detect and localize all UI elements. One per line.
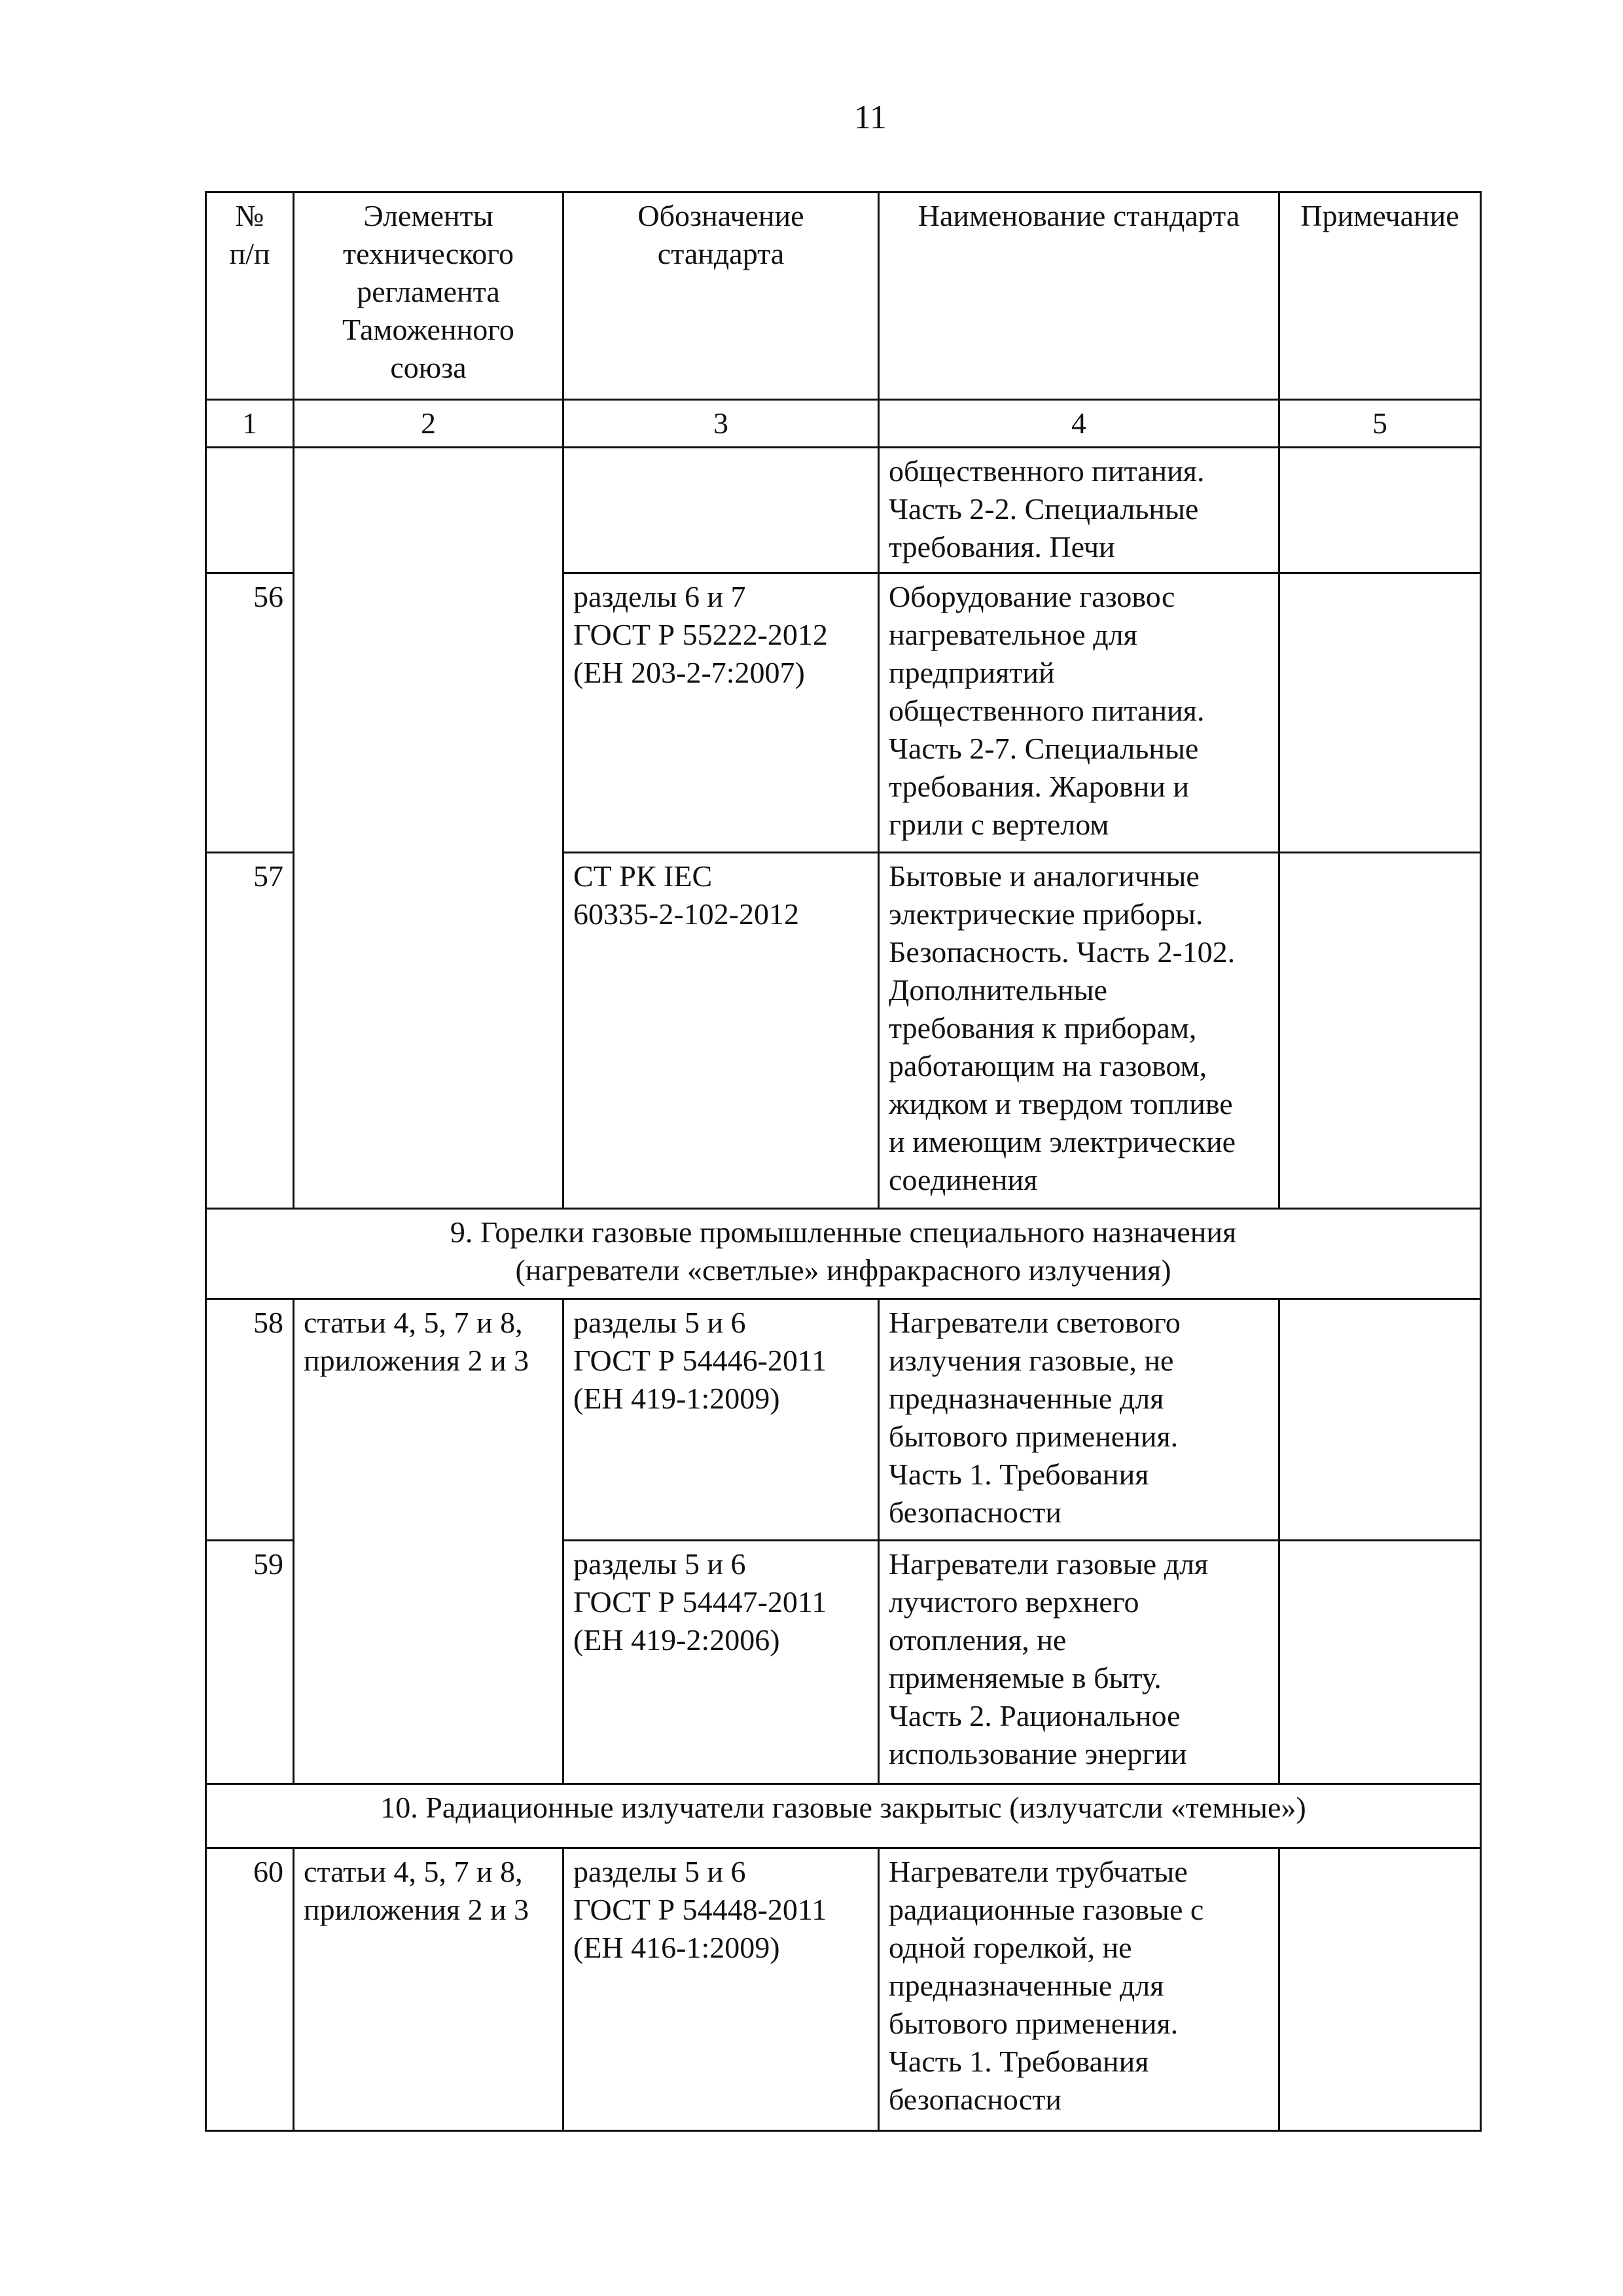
standard-name-cell: Бытовые и аналогичные электрические приборы. Безопасность. Часть 2-102. Дополнительные требования к приборам, работающим на газовом, жидком и твердом топливе и имеющим электрические соединения	[879, 853, 1279, 1209]
table-row	[206, 1848, 1481, 2131]
standard-designation-cell: разделы 5 и 6 ГОСТ Р 54448-2011 (ЕН 416-1:2009)	[563, 1848, 879, 2131]
row-number-cell: 60	[206, 1848, 294, 2131]
standards-table	[205, 191, 1482, 2132]
note-cell	[1279, 853, 1481, 1209]
header-note: Примечание	[1279, 192, 1481, 400]
standard-name-cell: Нагреватели газовые для лучистого верхнего отопления, не применяемые в быту. Часть 2. Рациональное использование энергии	[879, 1541, 1279, 1784]
standard-name-cell: общественного питания. Часть 2-2. Специальные требования. Печи	[879, 448, 1279, 573]
table-row	[206, 1299, 1481, 1541]
page-number: 11	[853, 99, 887, 136]
row-number-cell: 56	[206, 573, 294, 853]
section-heading: 10. Радиационные излучатели газовые закрытыс (излучатсли «темные»)	[206, 1784, 1481, 1848]
standard-name-cell: Нагреватели трубчатые радиационные газовые с одной горелкой, не предназначенные для бытового применения. Часть 1. Требования безопасности	[879, 1848, 1279, 2131]
standard-name-cell: Нагреватели светового излучения газовые, не предназначенные для бытового применения. Часть 1. Требования безопасности	[879, 1299, 1279, 1541]
regulation-elements-cell: статьи 4, 5, 7 и 8, приложения 2 и 3	[294, 1299, 563, 1784]
note-cell	[1279, 1299, 1481, 1541]
header-standard-designation: Обозначение стандарта	[563, 192, 879, 400]
table-row	[206, 448, 1481, 573]
row-number-cell: 58	[206, 1299, 294, 1541]
table-header-row	[206, 192, 1481, 400]
section-heading-row	[206, 1784, 1481, 1848]
column-number: 2	[294, 400, 563, 448]
note-cell	[1279, 448, 1481, 573]
standard-designation-cell: разделы 5 и 6 ГОСТ Р 54446-2011 (ЕН 419-1:2009)	[563, 1299, 879, 1541]
row-number-cell: 59	[206, 1541, 294, 1784]
header-standard-name: Наименование стандарта	[879, 192, 1279, 400]
standard-designation-cell: разделы 5 и 6 ГОСТ Р 54447-2011 (ЕН 419-2:2006)	[563, 1541, 879, 1784]
section-heading: 9. Горелки газовые промышленные специального назначения (нагреватели «светлые» инфракрасного излучения)	[206, 1209, 1481, 1299]
standard-designation-cell	[563, 448, 879, 573]
note-cell	[1279, 1541, 1481, 1784]
column-number: 1	[206, 400, 294, 448]
row-number-cell: 57	[206, 853, 294, 1209]
section-heading-row	[206, 1209, 1481, 1299]
standard-designation-cell: СТ РК IEC 60335-2-102-2012	[563, 853, 879, 1209]
standard-designation-cell: разделы 6 и 7 ГОСТ Р 55222-2012 (ЕН 203-2-7:2007)	[563, 573, 879, 853]
column-number: 3	[563, 400, 879, 448]
standard-name-cell: Оборудование газовос нагревательное для предприятий общественного питания. Часть 2-7. Специальные требования. Жаровни и грили с вертелом	[879, 573, 1279, 853]
header-regulation-elements: Элементы технического регламента Таможенного союза	[294, 192, 563, 400]
row-number-cell	[206, 448, 294, 573]
column-numbers-row	[206, 400, 1481, 448]
note-cell	[1279, 1848, 1481, 2131]
column-number: 5	[1279, 400, 1481, 448]
header-number: № п/п	[206, 192, 294, 400]
regulation-elements-cell: статьи 4, 5, 7 и 8, приложения 2 и 3	[294, 1848, 563, 2131]
note-cell	[1279, 573, 1481, 853]
regulation-elements-cell	[294, 448, 563, 1209]
column-number: 4	[879, 400, 1279, 448]
